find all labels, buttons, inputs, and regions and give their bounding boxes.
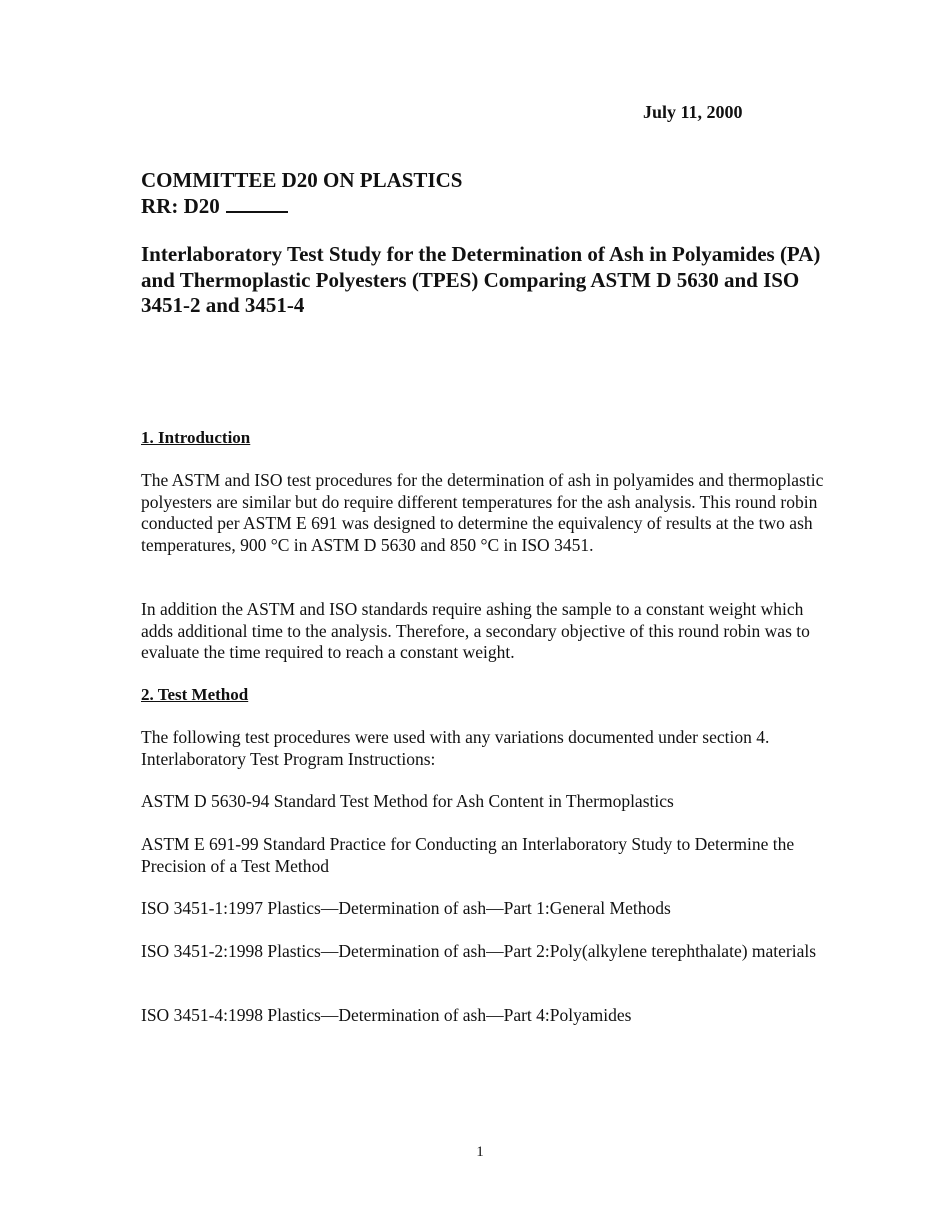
reference-iso-3451-1: ISO 3451-1:1997 Plastics—Determination of ash—Part 1:General Methods xyxy=(141,898,671,918)
reference-iso-3451-4: ISO 3451-4:1998 Plastics—Determination of ash—Part 4:Polyamides xyxy=(141,1005,632,1025)
reference-astm-d5630: ASTM D 5630-94 Standard Test Method for Ash Content in Thermoplastics xyxy=(141,791,674,811)
committee-name: COMMITTEE D20 ON PLASTICS xyxy=(141,168,463,192)
intro-paragraph-2: In addition the ASTM and ISO standards require ashing the sample to a constant weight which adds additional time to the analysis. Therefore, a secondary objective of this round robin was to evaluate the time required to reach a constant weight. xyxy=(141,599,810,662)
document-title: Interlaboratory Test Study for the Determination of Ash in Polyamides (PA) and Thermoplastic Polyesters (TPES) Comparing ASTM D 5630 and ISO 3451-2 and 3451-4 xyxy=(141,242,821,317)
section-heading-test-method: 2. Test Method xyxy=(141,685,249,704)
reference-astm-e691: ASTM E 691-99 Standard Practice for Conducting an Interlaboratory Study to Determine the Precision of a Test Method xyxy=(141,834,795,876)
section-heading-introduction: 1. Introduction xyxy=(141,428,251,447)
rr-number-blank xyxy=(226,193,288,213)
intro-paragraph-1: The ASTM and ISO test procedures for the determination of ash in polyamides and thermoplastic polyesters are similar but do require different temperatures for the ash analysis. This round robin conducted per ASTM E 691 was designed to determine the equivalency of results at the two ash temperatures, 900 °C in ASTM D 5630 and 850 °C in ISO 3451. xyxy=(141,470,824,555)
reference-iso-3451-2: ISO 3451-2:1998 Plastics—Determination of ash—Part 2:Poly(alkylene terephthalate) materials xyxy=(141,941,817,961)
method-paragraph: The following test procedures were used with any variations documented under section 4. Interlaboratory Test Program Instructions: xyxy=(141,727,770,769)
document-date: July 11, 2000 xyxy=(643,102,743,122)
rr-number-line xyxy=(141,193,288,219)
rr-label: RR: D20 xyxy=(141,194,220,218)
page-number: 1 xyxy=(476,1144,484,1160)
